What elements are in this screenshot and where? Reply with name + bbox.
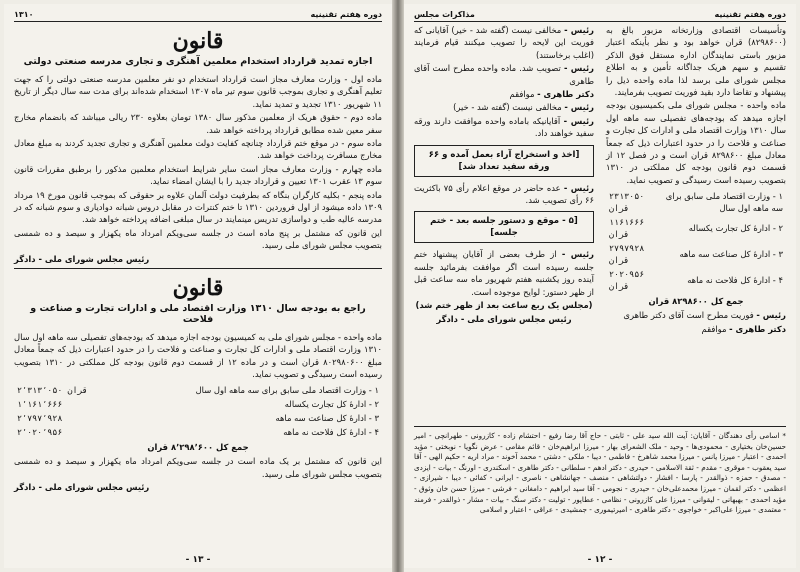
running-head	[414, 10, 786, 22]
speech-text: موافقم	[701, 323, 727, 334]
law-2	[14, 275, 382, 492]
speech-paragraph	[414, 88, 594, 100]
budget-label: ۱ - وزارت اقتصاد ملی سابق برای سه ماهه اول سال	[195, 385, 379, 396]
divider	[414, 426, 786, 427]
law-title: قانون	[172, 28, 224, 54]
speaker: دکتر طاهری -	[729, 323, 786, 334]
budget-amount: ۲۰۲۰۹۵۶ قران	[609, 269, 645, 292]
speech-text: عده حاضر در موقع اعلام رأی ۷۵ باکثریت ۶۶ رأی تصویب شد.	[414, 182, 594, 206]
column-left	[414, 24, 594, 328]
footnotes	[414, 422, 786, 516]
signoff: رئیس مجلس شورای ملی - دادگر	[14, 482, 150, 493]
table-row	[606, 267, 786, 293]
section-box: [۵ - موقع و دستور جلسه بعد - ختم جلسه]	[414, 211, 594, 243]
speech-paragraph	[414, 248, 594, 298]
budget-amount: ۲۷۹۷۹۲۸ قران	[609, 243, 645, 266]
budget-table	[14, 383, 382, 439]
table-row	[606, 215, 786, 241]
speaker: رئیس -	[563, 115, 594, 126]
budget-amount: ۲٬۳۱۳٬۰۵۰ قران	[17, 385, 88, 396]
speech-paragraph	[414, 115, 594, 140]
speech-paragraph	[606, 99, 786, 186]
speech-text: ماده واحده - مجلس شورای ملی بکمیسیون بودجه اجازه میدهد که بودجه‌های تفصیلی سه ماهه اول سال ۱۳۱۰ وزارت اقتصاد ملی و ادارات کل تجارت و صناعت و فلاحت را در حدود اعتبارات ذیل که جمعاً معادل مبلغ ۸۲۹۸۶۰۰ قران است و در فصل ۱۲ از قسمت دوم قانون بودجه کل مملکتی در ۱۳۱۰ بتصویب رسیده است رسیدگی و تصویب نماید.	[606, 100, 786, 185]
law-title: قانون	[172, 274, 224, 301]
budget-table	[606, 189, 786, 293]
speaker: رئیس -	[561, 249, 594, 260]
speech-text: وتأسیسات اقتصادی وزارتخانه مزبور بالغ به (۸۲۹۸۶۰۰) قران خواهد بود و نظر بأینکه اعتبار مزبور باستی نمایندگان اداره مستقل فوق الذکر تقسیم و سهم هریک جداگانه تأمین و به اطلاع مجلس شورای ملی برسد لذا ماده واحده ذیل را پیشنهاد و تقاضا دارد بقید فوریت تصویب بفرمایند.	[606, 25, 786, 98]
closing-text: این قانون که مشتمل بر یک ماده است در جلسه سی‌ویکم امرداد ماه یکهزار و سیصد و ده شمسی بتصویب مجلس شورای ملی رسید.	[14, 456, 382, 479]
speech-text: فوریت مطرح است آقای دکتر طاهری	[623, 310, 754, 321]
article: ماده چهارم - وزارت معارف مجاز است سایر شرایط استخدام معلمین مذکور را برطبق مقررات قانون سوم ۱۳ عقرب ۱۳۰۱ تعیین و قرارداد جدید را با ایشان امضاء نماید.	[14, 163, 382, 187]
table-row	[606, 189, 786, 215]
divider	[14, 268, 382, 269]
footnote-text: * اسامی رأی دهندگان - آقایان: آیت الله سید علی - ثابتی - حاج آقا رضا رفیع - احتشام زاده - کازرونی - طهرانچی - امیر حسین‌خان بختیاری - محمودی‌ها - وحید - ملک الشعرای بهار - میرزا ابراهیم‌خان - قائم مقامی - عرض نگویا - نوبختی - مؤید احمدی - اعتبار - میرزا یانس - میرزا محمد شاهرخ - فاطمی - دیبا - ملکی - دشتی - محمد آخوند - مراد اریه - حکیم الهی - آقا سید یعقوب - موقری - مقدم - ثقة الاسلامی - حیدری - دکتر ادهم - سلطانی - دکتر طاهری - اسکندری - اورنگ - بیات - ایزدی - مصدق - حمزه - ذوالقدر - پارسا - افشار - دولتشاهی - منصف - جهانشاهی - ناصری - ایرانی - کفائی - دیبا - شیرازی - اعظمی - دکتر لقمان - میرزا محمدعلی‌خان - حیدری - نجومی - آقا سید ابراهیم - دامغانی - فرشی - میرزا حسن خان وثوق - مؤید احمدی - بهبهانی - لیقوانی - میرزا علی کازرونی - نظامی - عطاپور - تولیت - دکتر سنگ - بیات - مشار - ذوالقدر - فرمند - معتمدی - میرزا علی‌اکبر - خواجوی - دکتر طاهری - امیرتیموری - جمشیدی - عراقی - اعتبار و اسلامی	[414, 431, 786, 515]
speaker: رئیس -	[563, 63, 594, 74]
column-right	[606, 24, 786, 336]
table-row	[14, 397, 382, 411]
speech-paragraph	[414, 101, 594, 113]
running-head-right: دوره هفتم تقنینیه	[714, 10, 786, 19]
article: این قانون که مشتمل بر پنج ماده است در جلسه سی‌ویکم امرداد ماه یکهزار و سیصد و ده شمسی بتصویب مجلس شورای ملی رسید.	[14, 227, 382, 251]
budget-label: ۳ - ادارهٔ کل صناعت سه ماهه	[275, 413, 379, 424]
speech-text: مخالفی نیست (گفته شد - خیر)	[453, 102, 562, 113]
article: ماده سوم - در موقع ختم قرارداد چنانچه کفایت دولت معلمین آهنگری و تجاری تجدید کردند به مبلغ معادل مخارج مسافرت پرداخت خواهد شد.	[14, 138, 382, 161]
speech-text: تصویب شد. ماده واحده مطرح است آقای طاهری	[414, 63, 594, 86]
budget-amount: ۲٬۷۹۷٬۹۲۸	[17, 413, 63, 424]
table-row	[14, 411, 382, 425]
speech-paragraph	[606, 323, 786, 335]
speech-text: (مجلس یک ربع ساعت بعد از ظهر ختم شد)	[415, 300, 593, 311]
budget-total: جمع کل ۸٬۲۹۸٬۶۰۰ قران	[147, 442, 249, 453]
article: ماده اول - وزارت معارف مجاز است قرارداد استخدام دو نفر معلمین مدرسه صنعتی دولتی را که جهت تعلیم آهنگری و تجاری بموجب قانون سوم تیر ماه ۱۳۰۷ استخدام شده‌اند برای مدت سه سال دیگر از تاریخ ۱۱ شهریور ۱۳۱۰ تجدید و تمدید نماید.	[14, 74, 383, 109]
law-subtitle: اجازه تمدید قرارداد استخدام معلمین آهنگری و تجاری مدرسه صنعتی دولتی	[23, 56, 373, 67]
speech-paragraph	[414, 62, 594, 87]
article: ماده واحده - مجلس شورای ملی به کمیسیون بودجه اجازه میدهد که بودجه‌های تفصیلی سه ماهه اول سال ۱۳۱۰ وزارت اقتصاد ملی و ادارات کل تجارت و صناعت و فلاحت را در حدود اعتبارات ذیل که جمعاً معادل مبلغ ۸۰۲۹۸۰۶۰۰ قران است و در ماده ۱۲ از قسمت دوم قانون بودجه کل مملکتی در ۱۳۱۰ بتصویب رسیده است رسیدگی و تصویب نماید.	[14, 331, 382, 379]
speech-text: از طرف بعضی از آقایان پیشنهاد ختم جلسه رسیده است اگر موافقت بفرمائید جلسه آینده روز یکشنبه هفتم شهریور ماه سه ساعت قبل از ظهر دستور: لوایح موجوده است.	[414, 249, 594, 297]
budget-label: ۴ - ادارهٔ کل فلاحت نه ماهه	[283, 427, 379, 438]
signoff: رئیس مجلس شورای ملی - دادگر	[14, 253, 150, 264]
table-row	[606, 241, 786, 267]
budget-total: جمع کل ۸۲۹۸۶۰۰ قران	[648, 296, 744, 307]
speaker: رئیس -	[756, 310, 786, 321]
budget-label: ۲ - ادارهٔ کل تجارت یکساله	[688, 223, 783, 234]
speaker: رئیس -	[564, 102, 594, 113]
budget-label: ۲ - ادارهٔ کل تجارت یکساله	[284, 399, 379, 410]
speech-text: موافقم	[509, 89, 535, 100]
speech-paragraph	[414, 182, 594, 207]
page-13	[4, 4, 392, 568]
speaker: دکتر طاهری -	[537, 89, 594, 100]
speech-paragraph	[414, 299, 594, 311]
law-subtitle: راجع به بودجه سال ۱۳۱۰ وزارت اقتصاد ملی و ادارات تجارت و صناعت و فلاحت	[30, 302, 366, 325]
running-head-right: دوره هفتم تقنینیه	[310, 10, 382, 19]
budget-label: ۴ - ادارهٔ کل فلاحت نه ماهه	[687, 275, 783, 286]
speech-paragraph	[414, 24, 594, 61]
book-gutter	[392, 0, 404, 572]
budget-label: ۳ - ادارهٔ کل صناعت سه ماهه	[679, 249, 783, 260]
speaker: رئیس -	[564, 25, 595, 35]
running-head-left: ۱۳۱۰	[14, 10, 34, 19]
article: ماده پنجم - بکلیه کارگران بنگاه که بطرفیت دولت آلمان علاوه بر حقوقی که بموجب قانون مورخ ۱۹ مرداد ۱۳۰۹ داده میشود از اول فروردین ۱۳۱۰ تا ختم کنترات در مقابل دروس شبانه دوادیاری و سوم شبانه که در مدرسه عالیه طب و دواسازی تدریس مینمایند در سال مبلغی اضافه پرداخته خواهد شد.	[14, 189, 382, 225]
article: ماده دوم - حقوق هریک از معلمین مذکور سال ۱۳۸۰ تومان بعلاوه ۲۳۰ ریالی میباشد که بانضمام مخارج سفر معین شده مطابق قرارداد پرداخته خواهد شد.	[14, 112, 382, 135]
speaker: رئیس -	[563, 182, 594, 193]
budget-amount: ۲٬۰۲۰٬۹۵۶	[17, 427, 63, 438]
budget-amount: ۱٬۱۶۱٬۶۶۶	[17, 399, 63, 410]
speech-paragraph	[606, 309, 786, 321]
budget-amount: ۲۳۱۳۰۵۰ قران	[609, 191, 645, 214]
running-head	[14, 10, 382, 22]
table-row	[14, 383, 382, 397]
table-row	[14, 425, 382, 439]
speech-text: مخالفی نیست (گفته شد - خیر) آقایانی که فوریت این لایحه را تصویب میکنند قیام فرمایند (اغلب برخاستند)	[414, 25, 594, 60]
budget-label: ۱ - وزارت اقتصاد ملی سابق برای سه ماهه اول سال	[665, 191, 783, 214]
section-box: [اخذ و استخراج آراء بعمل آمده و ۶۶ ورقه سفید تعداد شد]	[414, 145, 594, 177]
speech-text: آقایانیکه باماده واحده موافقت دارند ورقه سفید خواهند داد.	[414, 115, 594, 139]
budget-amount: ۱۱۶۱۶۶۶ قران	[609, 217, 645, 240]
running-head-left: مذاکرات مجلس	[414, 10, 475, 19]
page-number: - ۱۲ -	[587, 555, 613, 565]
speech-paragraph	[606, 24, 786, 98]
signoff: رئیس مجلس شورای ملی - دادگر	[436, 313, 572, 324]
law-1	[14, 28, 382, 264]
page-number: - ۱۳ -	[185, 555, 211, 565]
page-12	[404, 4, 796, 568]
